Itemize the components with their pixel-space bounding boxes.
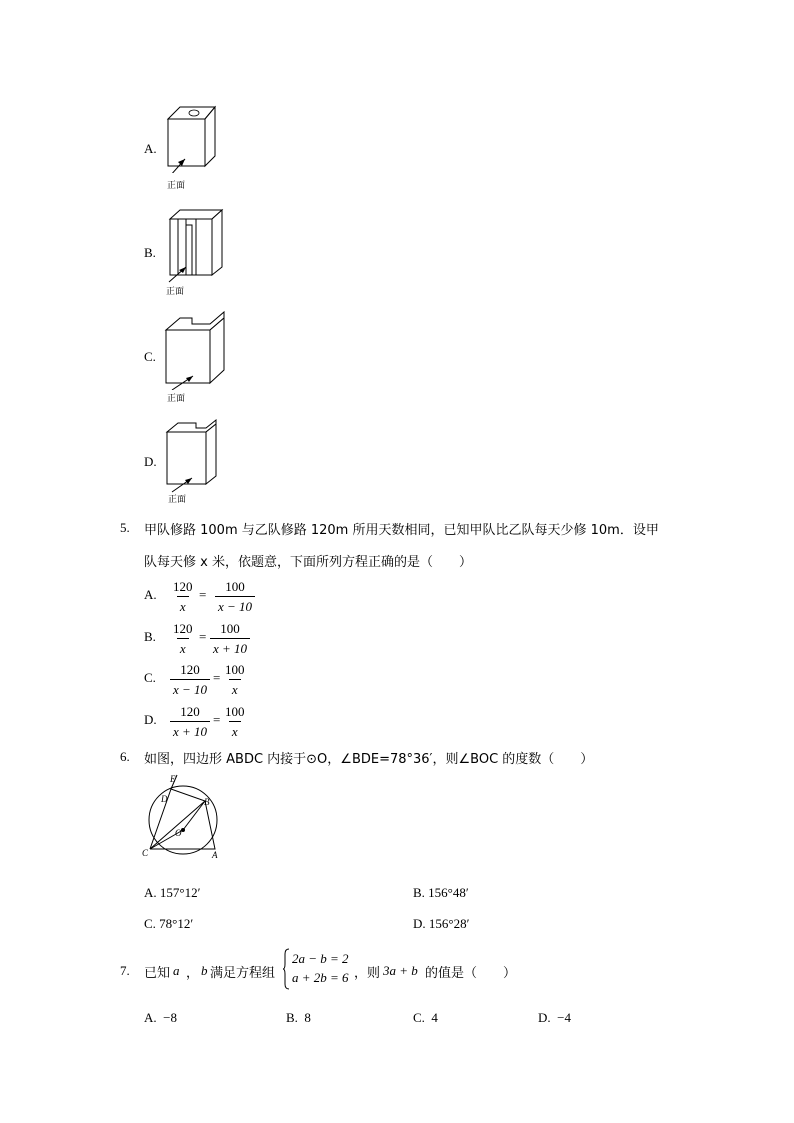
text-post1: ，则 xyxy=(354,966,381,981)
point-label-a: A xyxy=(212,850,218,860)
fraction-right: $\frac{100}{x + 10}$ xyxy=(210,619,250,658)
option-label: C. xyxy=(144,670,156,685)
option-label: D. xyxy=(144,454,157,469)
front-caption: 正面 xyxy=(168,495,187,505)
var-b: b xyxy=(201,963,208,978)
equals-sign: = xyxy=(199,629,207,644)
question-text: 如图，四边形 ABDC 内接于⊙O，∠BDE=78°36′，则∠BOC 的度数（ ） xyxy=(144,752,594,767)
option-label: C. xyxy=(144,349,156,364)
equals-sign: = xyxy=(213,670,221,685)
equals-sign: = xyxy=(199,587,207,602)
question-text-line2: 队每天修 x 米，依题意，下面所列方程正确的是（ ） xyxy=(144,555,472,570)
point-label-b: B xyxy=(204,797,210,807)
front-caption: 正面 xyxy=(167,181,186,191)
option-c: C. 78°12′ xyxy=(144,916,194,931)
option-label: B. xyxy=(144,629,156,644)
equation-system xyxy=(292,949,349,987)
point-label-d: D xyxy=(161,794,168,804)
text-pre: 已知 xyxy=(144,966,171,981)
question-number: 6. xyxy=(120,749,130,764)
separator: ， xyxy=(186,966,200,981)
option-a: A. 157°12′ xyxy=(144,885,201,900)
expression: 3a + b xyxy=(383,963,418,978)
fraction-right: $\frac{100}{x}$ xyxy=(225,662,245,697)
option-label: A. xyxy=(144,587,157,602)
option-d: D. −4 xyxy=(538,1010,571,1025)
fraction-right: $\frac{100}{x - 10}$ xyxy=(215,577,255,616)
option-c: C. 4 xyxy=(413,1010,438,1025)
fraction-right: $\frac{100}{x}$ xyxy=(225,704,245,739)
equals-sign: = xyxy=(213,712,221,727)
solid-figure-b xyxy=(160,207,226,283)
question-number: 5. xyxy=(120,520,130,535)
circle-figure xyxy=(138,770,228,862)
text-mid: 满足方程组 xyxy=(210,966,276,981)
equation-1: 2a − b = 2 xyxy=(292,951,349,966)
text-post2: 的值是（ ） xyxy=(425,966,517,981)
option-label: D. xyxy=(144,712,157,727)
solid-figure-d xyxy=(160,418,224,494)
option-label: A. xyxy=(144,141,157,156)
option-b: B. 156°48′ xyxy=(413,885,469,900)
point-label-o: O xyxy=(175,828,182,838)
fraction-left: $\frac{120}{x}$ xyxy=(173,579,193,614)
question-text-line1: 甲队修路 100m 与乙队修路 120m 所用天数相同，已知甲队比乙队每天少修 10m．设甲 xyxy=(144,523,659,538)
fraction-left: $\frac{120}{x}$ xyxy=(173,621,193,656)
point-label-c: C xyxy=(142,848,149,858)
option-label: B. xyxy=(144,245,156,260)
option-d: D. 156°28′ xyxy=(413,916,470,931)
front-caption: 正面 xyxy=(167,394,186,404)
fraction-left: $\frac{120}{x + 10}$ xyxy=(170,702,210,741)
var-a: a xyxy=(173,963,180,978)
option-a: A. −8 xyxy=(144,1010,177,1025)
fraction-left: $\frac{120}{x - 10}$ xyxy=(170,660,210,699)
brace-icon xyxy=(282,948,290,990)
option-b: B. 8 xyxy=(286,1010,311,1025)
question-number: 7. xyxy=(120,963,130,978)
point-label-e: E xyxy=(170,774,176,784)
solid-figure-c xyxy=(160,310,230,390)
solid-figure-a xyxy=(160,103,222,173)
equation-2: a + 2b = 6 xyxy=(292,970,349,985)
front-caption: 正面 xyxy=(166,287,185,297)
